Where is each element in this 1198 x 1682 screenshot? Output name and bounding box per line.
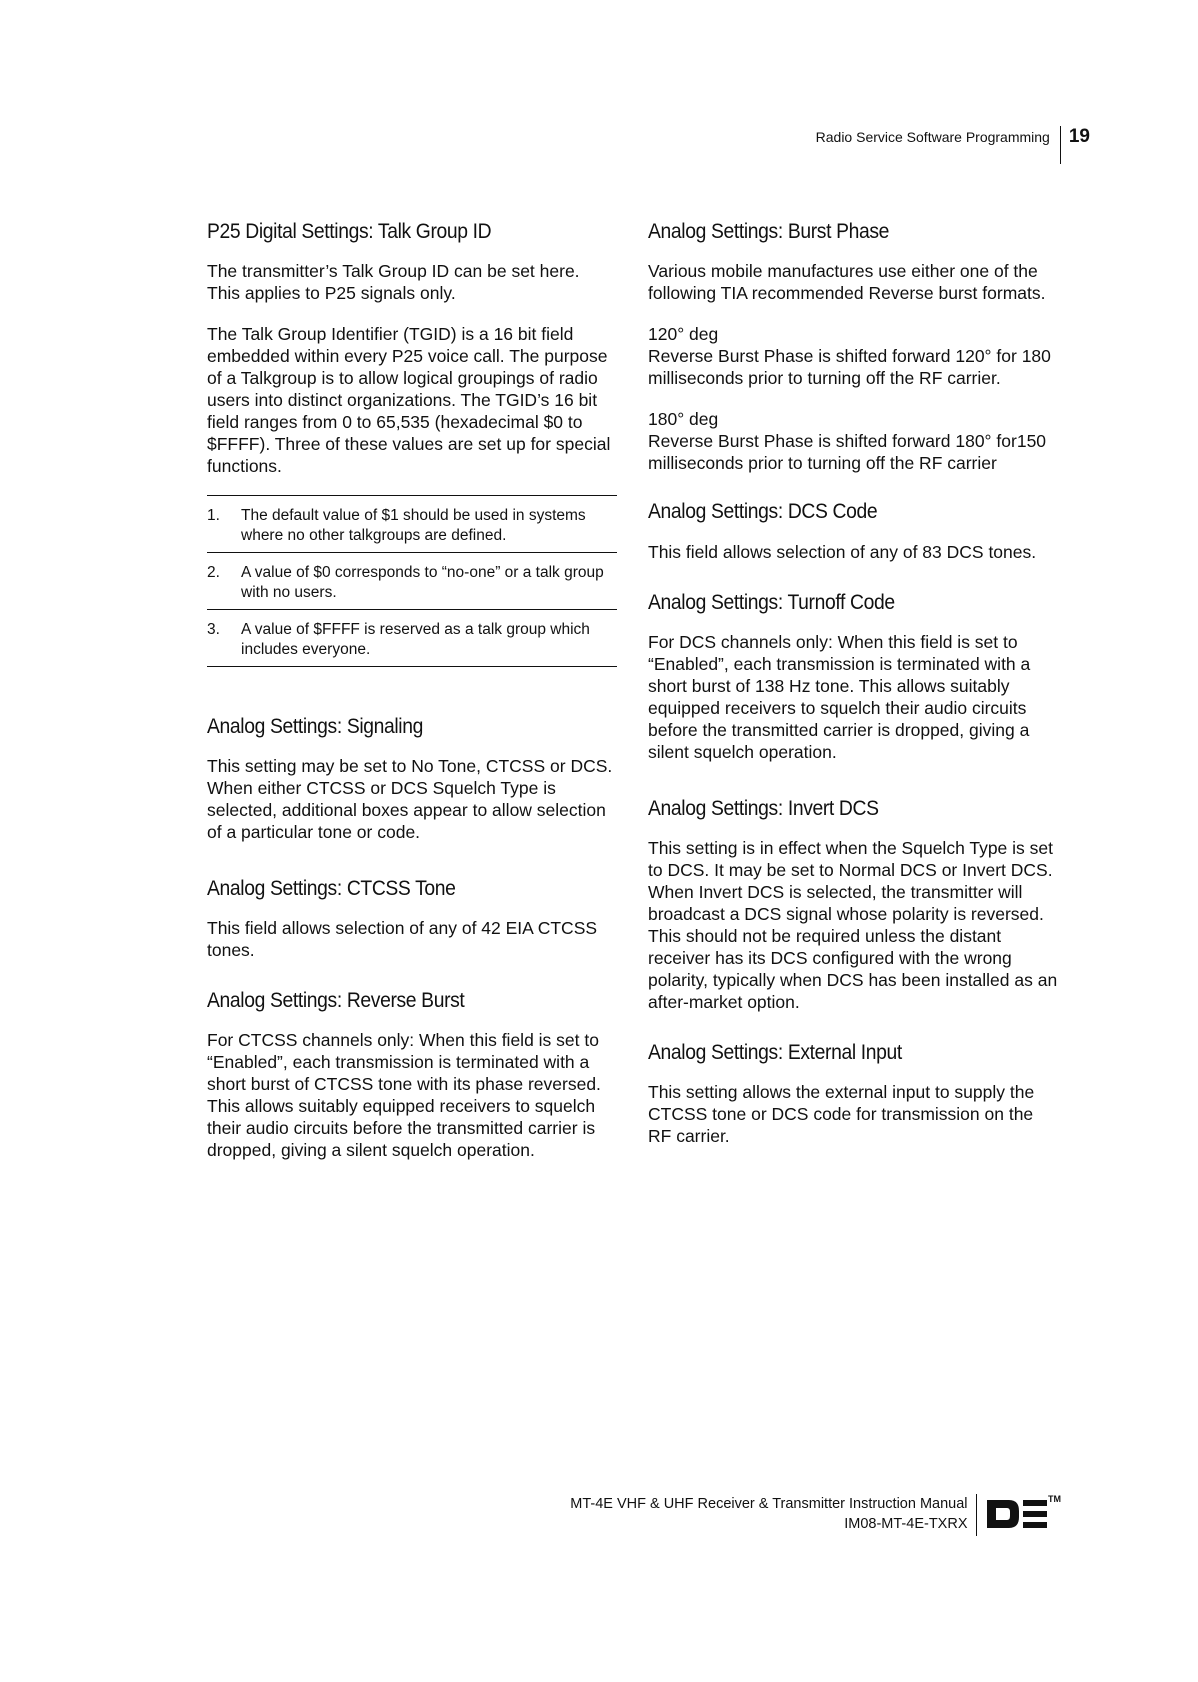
note-item bbox=[207, 610, 617, 667]
turnoff-code-section bbox=[648, 591, 1058, 763]
turnoff-code-body: For DCS channels only: When this field is set to “Enabled”, each transmission is terminated with a short burst of 138 Hz tone. This allows suitably equipped receivers to squelch their audio circuits before the transmitted carrier is dropped, giving a silent squelch operation. bbox=[648, 632, 1031, 762]
burst-phase-heading: Analog Settings: Burst Phase bbox=[648, 220, 890, 243]
note-number: 3. bbox=[207, 621, 220, 638]
external-input-section bbox=[648, 1041, 1058, 1147]
note-number: 2. bbox=[207, 564, 220, 581]
company-logo-icon bbox=[985, 1494, 1061, 1534]
note-text: The default value of $1 should be used in systems where no other talkgroups are defined. bbox=[241, 507, 586, 544]
note-text: A value of $FFFF is reserved as a talk group which includes everyone. bbox=[241, 621, 590, 658]
external-input-body: This setting allows the external input to supply the CTCSS tone or DCS code for transmission on the RF carrier. bbox=[648, 1082, 1035, 1146]
note-text: A value of $0 corresponds to “no-one” or a talk group with no users. bbox=[241, 564, 604, 601]
external-input-heading: Analog Settings: External Input bbox=[648, 1041, 902, 1064]
signaling-section bbox=[207, 715, 617, 843]
signaling-heading: Analog Settings: Signaling bbox=[207, 715, 423, 738]
note-number: 1. bbox=[207, 507, 220, 524]
talk-group-description: The Talk Group Identifier (TGID) is a 16 bit field embedded within every P25 voice call. The purpose of a Talkgroup is to allow logical groupings of radio users into distinct organizations. The TGID’s 16 bit field ranges from 0 to 65,535 (hexadecimal $0 to $FFFF). Three of these values are set up for special functions. bbox=[207, 324, 611, 476]
invert-dcs-body: This setting is in effect when the Squelch Type is set to DCS. It may be set to Normal DCS or Invert DCS. When Invert DCS is selected, the transmitter will broadcast a DCS signal whose polarity is reversed. This should not be required unless the distant receiver has its DCS configured with the wrong polarity, typically when DCS has been installed as an after-market option. bbox=[648, 838, 1058, 1012]
talk-group-section bbox=[207, 220, 617, 667]
burst-phase-option-body: Reverse Burst Phase is shifted forward 180° for150 milliseconds prior to turning off the RF carrier bbox=[648, 431, 1047, 473]
document-code: IM08-MT-4E-TXRX bbox=[844, 1516, 968, 1532]
header-divider bbox=[1060, 126, 1061, 164]
reverse-burst-section bbox=[207, 989, 617, 1161]
dcs-code-heading: Analog Settings: DCS Code bbox=[648, 500, 878, 523]
reverse-burst-body: For CTCSS channels only: When this field is set to “Enabled”, each transmission is terminated with a short burst of CTCSS tone with its phase reversed. This allows suitably equipped receivers to squelch their audio circuits before the transmitted carrier is dropped, giving a silent squelch operation. bbox=[207, 1030, 601, 1160]
burst-phase-section bbox=[648, 220, 1058, 474]
footer-divider bbox=[976, 1494, 978, 1536]
running-header bbox=[816, 126, 1090, 164]
ctcss-tone-section bbox=[207, 877, 617, 961]
ctcss-tone-body: This field allows selection of any of 42 EIA CTCSS tones. bbox=[207, 918, 598, 960]
dcs-code-body: This field allows selection of any of 83 DCS tones. bbox=[648, 542, 1037, 562]
invert-dcs-heading: Analog Settings: Invert DCS bbox=[648, 797, 879, 820]
footer-text bbox=[570, 1494, 967, 1534]
dcs-code-section bbox=[648, 500, 1058, 565]
header-section-title: Radio Service Software Programming bbox=[815, 129, 1050, 145]
burst-phase-intro: Various mobile manufactures use either one of the following TIA recommended Reverse burst formats. bbox=[648, 261, 1046, 303]
signaling-body: This setting may be set to No Tone, CTCSS or DCS. When either CTCSS or DCS Squelch Type is selected, additional boxes appear to allow selection of a particular tone or code. bbox=[207, 756, 613, 842]
burst-phase-option-title: 180° deg bbox=[648, 409, 719, 429]
right-column bbox=[648, 220, 1058, 1166]
burst-phase-option-body: Reverse Burst Phase is shifted forward 120° for 180 milliseconds prior to turning off the RF carrier. bbox=[648, 346, 1051, 388]
left-column bbox=[207, 220, 617, 1180]
trademark-mark: TM bbox=[1048, 1494, 1061, 1504]
manual-title: MT-4E VHF & UHF Receiver & Transmitter Instruction Manual bbox=[570, 1496, 968, 1512]
talk-group-notes bbox=[207, 495, 617, 667]
page-footer bbox=[570, 1494, 1061, 1536]
talk-group-intro: The transmitter’s Talk Group ID can be set here. This applies to P25 signals only. bbox=[207, 261, 580, 303]
note-item bbox=[207, 496, 617, 553]
reverse-burst-heading: Analog Settings: Reverse Burst bbox=[207, 989, 465, 1012]
page-number: 19 bbox=[1068, 126, 1090, 147]
burst-phase-option-title: 120° deg bbox=[648, 324, 719, 344]
talk-group-heading: P25 Digital Settings: Talk Group ID bbox=[207, 220, 492, 243]
invert-dcs-section bbox=[648, 797, 1058, 1013]
turnoff-code-heading: Analog Settings: Turnoff Code bbox=[648, 591, 895, 614]
ctcss-tone-heading: Analog Settings: CTCSS Tone bbox=[207, 877, 456, 900]
note-item bbox=[207, 553, 617, 610]
